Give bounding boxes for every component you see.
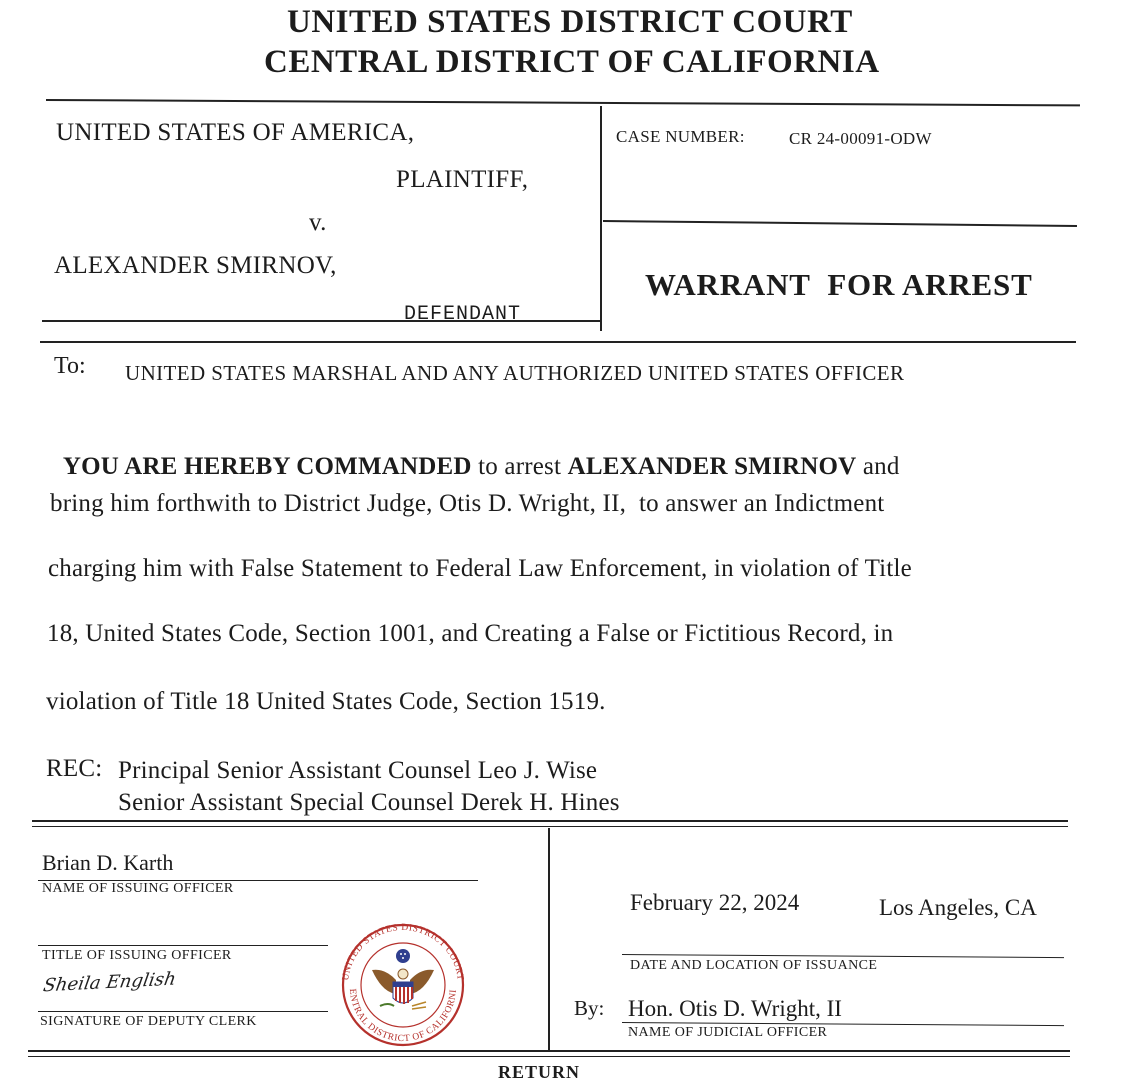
command-line-1 bbox=[50, 425, 900, 481]
date-location-label: DATE AND LOCATION OF ISSUANCE bbox=[630, 958, 878, 973]
versus: v. bbox=[309, 209, 327, 236]
issuance-top-rule-2 bbox=[32, 826, 1068, 827]
issuing-officer-name: Brian D. Karth bbox=[42, 850, 174, 875]
title-label: TITLE OF ISSUING OFFICER bbox=[42, 948, 232, 963]
command-defendant-name: ALEXANDER SMIRNOV bbox=[567, 453, 857, 480]
issuance-divider bbox=[548, 828, 550, 1050]
rec-line-2: Senior Assistant Special Counsel Derek H. Hines bbox=[118, 789, 620, 816]
signature-label: SIGNATURE OF DEPUTY CLERK bbox=[40, 1014, 257, 1029]
return-heading: RETURN bbox=[498, 1062, 581, 1082]
issuing-officer-label: NAME OF ISSUING OFFICER bbox=[42, 881, 234, 896]
rec-line-1: Principal Senior Assistant Counsel Leo J. Wise bbox=[118, 757, 598, 784]
command-line-4: 18, United States Code, Section 1001, and Creating a False or Fictitious Record, in bbox=[47, 620, 894, 647]
command-lead: YOU ARE HEREBY COMMANDED bbox=[62, 453, 472, 480]
issuance-location: Los Angeles, CA bbox=[879, 895, 1037, 920]
document-title: WARRANT FOR ARREST bbox=[645, 267, 1033, 302]
judicial-officer-label: NAME OF JUDICIAL OFFICER bbox=[628, 1025, 828, 1040]
seal-top-text: UNITED STATES DISTRICT COURT bbox=[341, 922, 465, 982]
seal-bottom-text: ENTRAL DISTRICT OF CALIFORNI bbox=[346, 988, 460, 1045]
by-label: By: bbox=[574, 996, 605, 1020]
clerk-signature: Sheila English bbox=[41, 968, 178, 997]
plaintiff-role: PLAINTIFF, bbox=[396, 166, 529, 193]
court-seal-icon bbox=[330, 922, 476, 1048]
plaintiff-name: UNITED STATES OF AMERICA, bbox=[56, 119, 415, 146]
judicial-officer-name: Hon. Otis D. Wright, II bbox=[628, 996, 842, 1021]
court-name-line2: CENTRAL DISTRICT OF CALIFORNIA bbox=[264, 44, 880, 80]
court-seal bbox=[330, 922, 476, 1048]
return-rule-1 bbox=[28, 1050, 1070, 1052]
to-recipient: UNITED STATES MARSHAL AND ANY AUTHORIZED UNITED STATES OFFICER bbox=[125, 361, 905, 385]
caption-divider bbox=[600, 106, 602, 331]
command-part1: to arrest bbox=[471, 453, 568, 480]
issuance-top-rule-1 bbox=[32, 820, 1068, 822]
signature-rule bbox=[38, 1011, 328, 1012]
rec-label: REC: bbox=[46, 755, 103, 782]
issuance-date: February 22, 2024 bbox=[630, 890, 800, 915]
return-rule-2 bbox=[28, 1056, 1070, 1057]
command-line-3: charging him with False Statement to Federal Law Enforcement, in violation of Title bbox=[48, 555, 912, 582]
command-part2: and bbox=[856, 453, 900, 480]
command-line-2: bring him forthwith to District Judge, Otis D. Wright, II, to answer an Indictment bbox=[50, 490, 885, 517]
to-label: To: bbox=[54, 353, 86, 379]
case-number: CR 24-00091-ODW bbox=[789, 129, 932, 148]
title-rule bbox=[38, 945, 328, 946]
defendant-role: DEFENDANT bbox=[404, 303, 522, 326]
caption-top-rule bbox=[46, 99, 1080, 106]
command-line-5: violation of Title 18 United States Code, Section 1519. bbox=[46, 688, 606, 715]
defendant-name: ALEXANDER SMIRNOV, bbox=[54, 252, 337, 279]
case-number-rule bbox=[603, 220, 1077, 227]
court-name-line1: UNITED STATES DISTRICT COURT bbox=[287, 4, 853, 40]
case-number-label: CASE NUMBER: bbox=[616, 127, 745, 146]
to-top-rule bbox=[40, 341, 1076, 343]
